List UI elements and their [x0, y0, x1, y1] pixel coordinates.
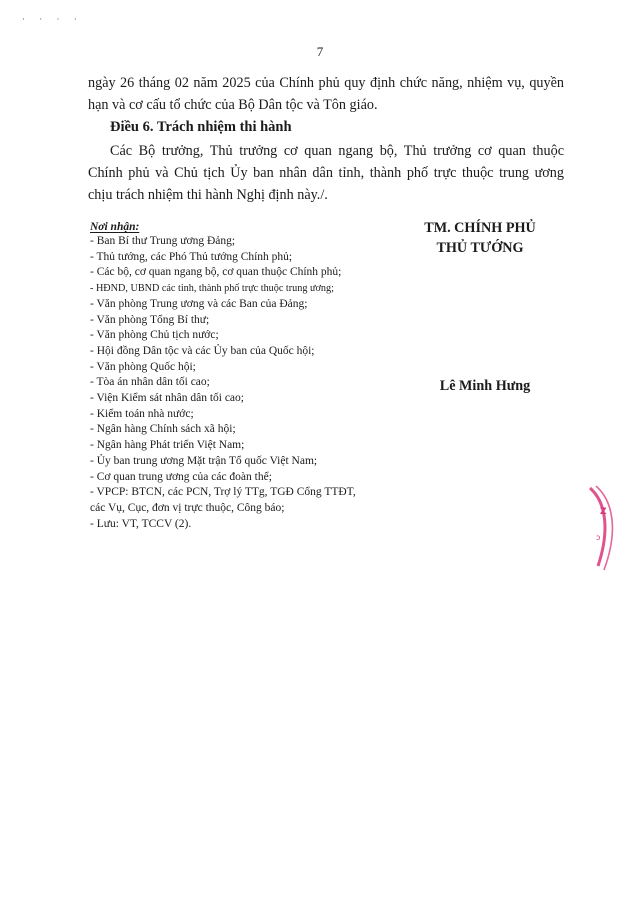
paragraph-continuation [88, 72, 564, 116]
recipients-block [90, 220, 410, 532]
recipient-item: - Văn phòng Quốc hội; [90, 360, 196, 373]
signature-title: THỦ TƯỚNG [436, 240, 524, 256]
recipient-item: - Tòa án nhân dân tối cao; [90, 376, 210, 389]
recipient-item: - Viện Kiểm sát nhân dân tối cao; [90, 392, 244, 405]
recipient-item: - Lưu: VT, TCCV (2). [90, 517, 192, 530]
signature-block [400, 218, 560, 258]
recipient-item: - Thủ tướng, các Phó Thủ tướng Chính phủ; [90, 250, 293, 263]
article-body [88, 140, 564, 206]
recipient-item: - Các bộ, cơ quan ngang bộ, cơ quan thuộc Chính phủ; [90, 266, 342, 279]
recipient-item: - Văn phòng Trung ương và các Ban của Đảng; [90, 297, 308, 310]
paragraph-line: hạn và cơ cấu tổ chức của Bộ Dân tộc và Tôn giáo. [88, 97, 378, 113]
svg-text:ɔ: ɔ [596, 533, 601, 542]
recipient-item: - Hội đồng Dân tộc và các Ủy ban của Quốc hội; [90, 344, 315, 357]
paragraph-line: Các Bộ trưởng, Thủ trưởng cơ quan ngang bộ, Thủ trưởng cơ quan thuộc [110, 143, 564, 159]
recipients-list [90, 234, 410, 532]
scan-marks: · · · · [22, 14, 83, 24]
recipient-item: - Cơ quan trung ương của các đoàn thể; [90, 470, 272, 483]
article-heading: Điều 6. Trách nhiệm thi hành [110, 119, 292, 135]
seal-stamp-edge [576, 482, 636, 572]
recipient-item: - VPCP: BTCN, các PCN, Trợ lý TTg, TGĐ Cổng TTĐT, [90, 486, 356, 499]
recipient-item: - Văn phòng Tổng Bí thư; [90, 313, 210, 326]
recipients-title: Nơi nhận: [90, 221, 140, 233]
recipient-item: - Ban Bí thư Trung ương Đảng; [90, 235, 236, 247]
paragraph-line: chịu trách nhiệm thi hành Nghị định này./. [88, 187, 328, 203]
recipient-item: các Vụ, Cục, đơn vị trực thuộc, Công báo; [90, 501, 285, 514]
recipient-item: - Ủy ban trung ương Mặt trận Tổ quốc Việt Nam; [90, 454, 318, 467]
recipient-item: - HĐND, UBND các tỉnh, thành phố trực thuộc trung ương; [90, 283, 334, 295]
paragraph-line: ngày 26 tháng 02 năm 2025 của Chính phủ quy định chức năng, nhiệm vụ, quyền [88, 75, 564, 91]
signature-authority: TM. CHÍNH PHỦ [424, 220, 536, 236]
page-number: 7 [316, 44, 324, 59]
signatory-name: Lê Minh Hưng [439, 378, 531, 394]
recipient-item: - Kiểm toán nhà nước; [90, 407, 194, 420]
paragraph-line: Chính phủ và Chủ tịch Ủy ban nhân dân tỉnh, thành phố trực thuộc trung ương [88, 165, 564, 181]
recipient-item: - Ngân hàng Phát triển Việt Nam; [90, 439, 245, 452]
svg-text:Z: Z [600, 507, 607, 517]
recipient-item: - Ngân hàng Chính sách xã hội; [90, 423, 236, 436]
recipient-item: - Văn phòng Chủ tịch nước; [90, 329, 219, 342]
